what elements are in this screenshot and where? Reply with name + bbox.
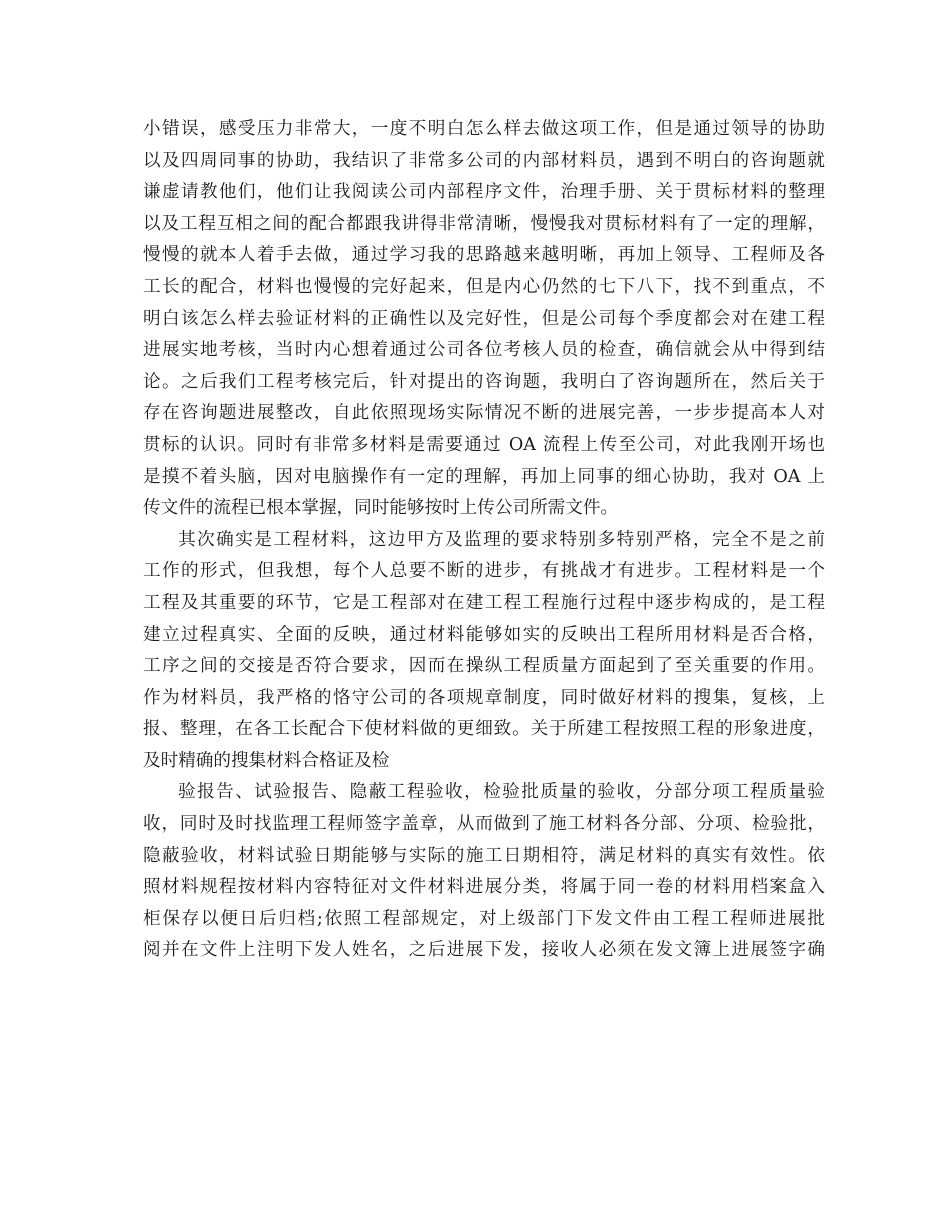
text-line: 传文件的流程已根本掌握，同时能够按时上传公司所需文件。	[143, 498, 619, 519]
paragraph-1	[143, 114, 825, 525]
text-line: 作为材料员，我严格的恪守公司的各项规章制度，同时做好材料的搜集，复核，上	[143, 687, 825, 708]
text-line: 建立过程真实、全面的反映，通过材料能够如实的反映出工程所用材料是否合格，	[143, 624, 825, 645]
text-line: 是摸不着头脑，因对电脑操作有一定的理解，再加上同事的细心协助，我对 OA 上	[143, 466, 825, 487]
text-line: 明白该怎么样去验证材料的正确性以及完好性，但是公司每个季度都会对在建工程	[143, 308, 825, 329]
paragraph-3	[143, 777, 825, 967]
text-line: 报、整理，在各工长配合下使材料做的更细致。关于所建工程按照工程的形象进度，	[143, 719, 825, 740]
text-line: 以及工程互相之间的配合都跟我讲得非常清晰，慢慢我对贯标材料有了一定的理解，	[143, 213, 825, 234]
text-line: 贯标的认识。同时有非常多材料是需要通过 OA 流程上传至公司，对此我刚开场也	[143, 434, 825, 455]
text-line: 工程及其重要的环节，它是工程部对在建工程工程施行过程中逐步构成的，是工程	[143, 592, 825, 613]
text-line: 收，同时及时找监理工程师签字盖章，从而做到了施工材料各分部、分项、检验批，	[143, 814, 825, 835]
text-line: 柜保存以便日后归档;依照工程部规定，对上级部门下发文件由工程工程师进展批	[143, 908, 825, 929]
text-line: 阅并在文件上注明下发人姓名，之后进展下发，接收人必须在发文簿上进展签字确	[143, 940, 825, 961]
text-line: 工长的配合，材料也慢慢的完好起来，但是内心仍然的七下八下，找不到重点，不	[143, 276, 825, 297]
text-line: 慢慢的就本人着手去做，通过学习我的思路越来越明晰，再加上领导、工程师及各	[143, 245, 825, 266]
text-line: 工序之间的交接是否符合要求，因而在操纵工程质量方面起到了至关重要的作用。	[143, 656, 825, 677]
text-line: 及时精确的搜集材料合格证及检	[143, 750, 390, 771]
text-line: 小错误，感受压力非常大，一度不明白怎么样去做这项工作，但是通过领导的协助	[143, 119, 825, 139]
text-line: 工作的形式，但我想，每个人总要不断的进步，有挑战才有进步。工程材料是一个	[143, 561, 825, 582]
paragraph-2	[143, 525, 825, 778]
text-line: 隐蔽验收，材料试验日期能够与实际的施工日期相符，满足材料的真实有效性。依	[143, 845, 825, 866]
text-line: 谦虚请教他们，他们让我阅读公司内部程序文件，治理手册、关于贯标材料的整理	[143, 182, 825, 203]
text-line: 以及四周同事的协助，我结识了非常多公司的内部材料员，遇到不明白的咨询题就	[143, 150, 825, 171]
text-line: 进展实地考核，当时内心想着通过公司各位考核人员的检查，确信就会从中得到结	[143, 340, 825, 361]
text-line: 存在咨询题进展整改，自此依照现场实际情况不断的进展完善，一步步提高本人对	[143, 403, 825, 424]
document-body	[143, 114, 825, 967]
text-line: 其次确实是工程材料，这边甲方及监理的要求特别多特别严格，完全不是之前	[178, 529, 825, 550]
text-line: 验报告、试验报告、隐蔽工程验收，检验批质量的验收，分部分项工程质量验	[178, 782, 825, 803]
text-line: 照材料规程按材料内容特征对文件材料进展分类，将属于同一卷的材料用档案盒入	[143, 877, 825, 898]
text-line: 论。之后我们工程考核完后，针对提出的咨询题，我明白了咨询题所在，然后关于	[143, 371, 825, 392]
